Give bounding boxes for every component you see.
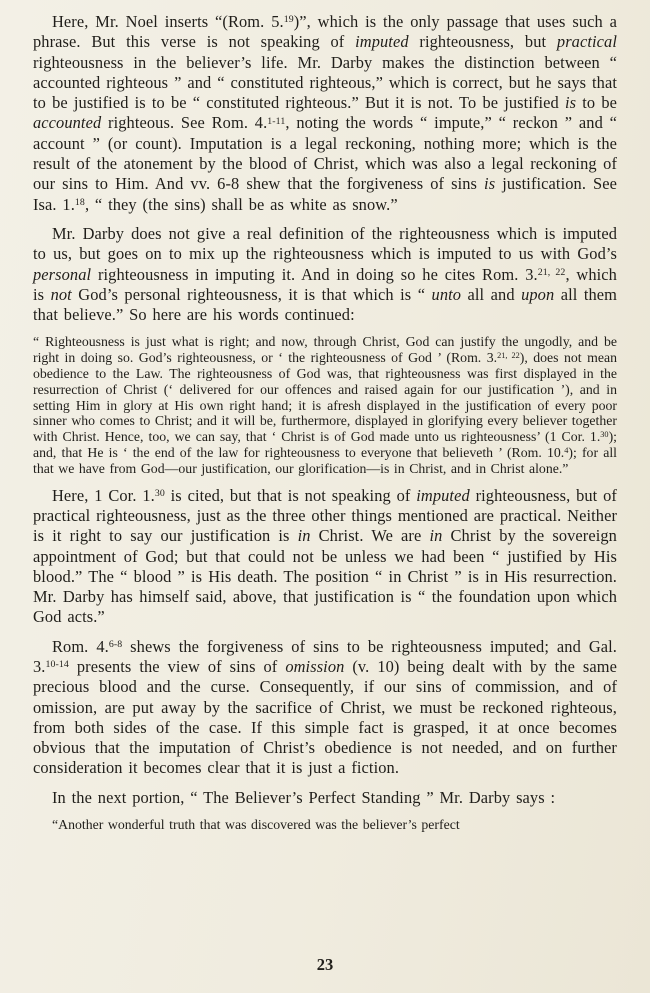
text-run: all and <box>461 284 522 304</box>
verse-ref-superscript: 18 <box>74 196 85 208</box>
text-run: Christ by the sovereign appointment of God; but that could not be unless we had been “ justified by His blood.” The “ blood ” is His death. The position “ in Christ ” is in His resurrection. Mr. Darby has himself said, above, that justification is “ the foundation upon which God acts.” <box>33 526 617 627</box>
text-run: ); for all that we have from God—our justification, our glorification—is in Christ, and in Christ alone.” <box>33 445 617 476</box>
text-run: righteousness in the believer’s life. Mr. Darby makes the distinction between “ accounted righteous ” and “ constituted righteous,” which is correct, but he says that to be justified is to be “ constituted righteous.” But it is not. To be justified <box>33 52 617 113</box>
text-run: all them that believe.” So here are his words continued: <box>33 284 618 325</box>
paragraph <box>33 12 617 215</box>
text-run: presents the view of sins of <box>68 657 286 676</box>
verse-ref-superscript: 30 <box>600 430 609 440</box>
emphasis-text: omission <box>285 657 345 676</box>
text-run: (v. 10) being dealt with by the same precious blood and the curse. Consequently, if our sins of commission, and of omission, are put away by the sacrifice of Christ, we must be reckoned righteous, from both sides of the case. If this simple fact is grasped, it at once becomes obvious that the imputation of Christ’s obedience is not needed, and on further consideration it becomes clear that it is just a fiction. <box>33 657 617 778</box>
emphasis-text: imputed <box>416 485 470 505</box>
emphasis-text: is <box>564 93 577 113</box>
paragraph <box>33 334 617 476</box>
text-run: God’s personal righteousness, it is that which is “ <box>71 284 432 304</box>
text-run: ); and, that He is ‘ the end of the law for righteousness to everyone that believeth ’ (Rom. 10. <box>33 429 617 461</box>
text-run: “ Righteousness is just what is right; and now, through Christ, God can justify the ungodly, and be right in doing so. God’s righteousness, or ‘ the righteousness of God ’ (Rom. 3. <box>33 334 617 366</box>
text-run: , which is <box>33 264 617 304</box>
emphasis-text: upon <box>521 284 555 304</box>
emphasis-text: accounted <box>33 113 102 133</box>
verse-ref-superscript: 21, 22 <box>537 266 566 278</box>
text-run: ), does not mean obedience to the Law. The righteousness of God was, that righteousness was first displayed in the resurrection of Christ (‘ delivered for our offences and raised again for our justification ’), and in setting Him in glory at His own right hand; it is afresh displayed in the justification of every poor sinner who comes to Christ; and it will be, furthermore, displayed in glorifying every believer together with Christ. Hence, too, we can say, that ‘ Christ is of God made unto us righteousness’ (1 Cor. 1. <box>33 350 617 445</box>
text-run: In the next portion, “ The Believer’s Perfect Standing ” Mr. Darby says : <box>52 787 556 807</box>
verse-ref-superscript: 19 <box>283 14 294 26</box>
emphasis-text: personal <box>33 264 92 284</box>
verse-ref-superscript: 6-8 <box>108 638 123 650</box>
text-run: , noting the words “ impute,” “ reckon ” and “ account ” (or count). Imputation is a legal reckoning, nothing more; which is the result of the atonement by the blood of Christ, which was also a legal reckoning of our sins to Him. And vv. 6-8 shew that the forgiveness of sins <box>33 113 618 194</box>
paragraph <box>33 637 617 779</box>
text-run: )”, which is the only passage that uses such a phrase. But this verse is not speaking of <box>33 12 617 52</box>
emphasis-text: imputed <box>355 32 409 52</box>
text-run: is cited, but that is not speaking of <box>164 485 417 505</box>
paragraph <box>33 224 617 325</box>
emphasis-text: practical <box>556 32 617 52</box>
emphasis-text: unto <box>431 284 462 304</box>
emphasis-text: not <box>50 284 72 304</box>
text-run: righteousness in imputing it. And in doing so he cites Rom. 3. <box>91 264 538 284</box>
text-run: shews the forgiveness of sins to be righteousness imputed; and Gal. 3. <box>33 636 617 676</box>
text-run: to be <box>576 93 617 113</box>
text-run: justification. See Isa. 1. <box>33 174 618 214</box>
emphasis-text: is <box>484 174 496 194</box>
verse-ref-superscript: 30 <box>154 487 165 499</box>
verse-ref-superscript: 4 <box>564 445 569 455</box>
text-run: Christ. We are <box>310 526 430 546</box>
text-run: Here, Mr. Noel inserts “(Rom. 5. <box>52 12 284 31</box>
text-run: Here, 1 Cor. 1. <box>52 485 155 505</box>
text-run: Mr. Darby does not give a real definition of the righteousness which is imputed to us, but goes on to mix up the righteousness which is imputed to us with God’s <box>33 223 617 264</box>
text-run: righteousness, but of practical righteousness, just as the three other things mentioned are practical. Neither is it right to say our justification is <box>33 485 617 546</box>
text-run: , “ they (the sins) shall be as white as snow.” <box>84 194 398 214</box>
text-run: Rom. 4. <box>52 636 109 656</box>
text-run: “Another wonderful truth that was discovered was the believer’s perfect <box>52 817 460 833</box>
verse-ref-superscript: 1-11 <box>267 115 286 127</box>
page-body <box>33 12 617 833</box>
text-run: righteousness, but <box>408 32 557 52</box>
paragraph <box>33 788 617 808</box>
verse-ref-superscript: 21, 22 <box>497 351 520 361</box>
paragraph <box>33 817 617 833</box>
paragraph <box>33 486 617 628</box>
verse-ref-superscript: 10-14 <box>45 659 69 671</box>
text-run: righteous. See Rom. 4. <box>101 113 268 133</box>
emphasis-text: in <box>297 526 311 546</box>
page-number: 23 <box>316 955 334 974</box>
emphasis-text: in <box>429 526 443 546</box>
